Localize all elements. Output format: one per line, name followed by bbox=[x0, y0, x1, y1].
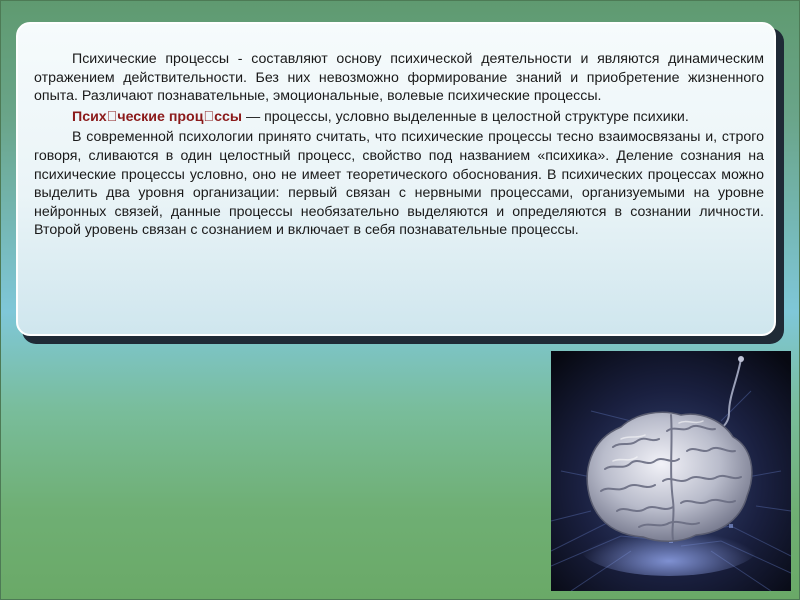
paragraph-levels: В современной психологии принято считать, что психические процессы тесно взаимосвязаны и, строго говоря, сливаются в один целостный процесс, свойство под названием «психика». Деление сознания на психические процессы условно, оно не имеет теоретического обоснования. В психических процессах можно выделить два уровня организации: первый связан с нервными процессами, организуемыми на уровне нейронных связей, данные процессы необязательно выделяются и определяются в сознании личности. Второй уровень связан с сознанием и включает в себя познавательные процессы. bbox=[34, 129, 764, 239]
brain-icon bbox=[551, 351, 791, 591]
text-content bbox=[34, 50, 764, 242]
text-box bbox=[16, 22, 776, 336]
paragraph-intro: Психические процессы - составляют основу психической деятельности и являются динамическим отражением действительности. Без них невозможно формирование знаний и приобретение жизненного опыта. Различают познавательные, эмоциональные, волевые психические процессы. bbox=[34, 51, 764, 105]
definition-term: Псих ческие проц ссы bbox=[72, 108, 242, 125]
paragraph-definition bbox=[34, 108, 764, 127]
definition-text: — процессы, условно выделенные в целостной структуре психики. bbox=[242, 108, 689, 125]
brain-image bbox=[551, 351, 791, 591]
